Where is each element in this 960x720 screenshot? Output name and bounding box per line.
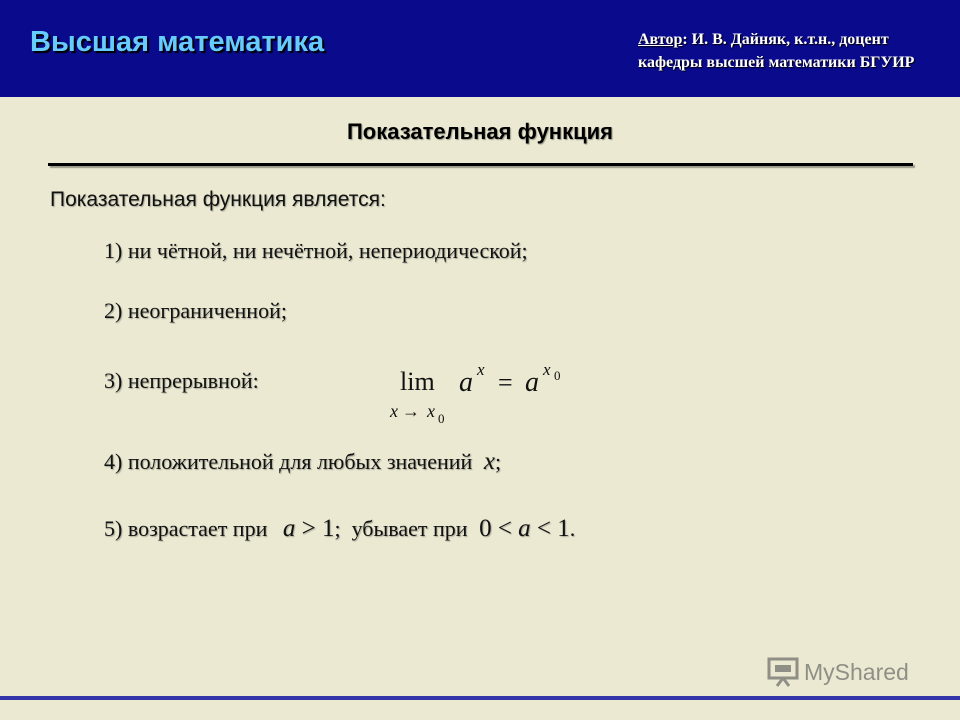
author-line-2: кафедры высшей математики БГУИР (638, 54, 915, 71)
formula-under-x: x (390, 401, 398, 421)
author-label: Автор (638, 31, 683, 48)
course-title: Высшая математика (30, 26, 325, 58)
formula-lim: lim (400, 367, 435, 396)
property-item-4-tail: ; (494, 449, 502, 474)
author-line-1 (638, 28, 914, 51)
slide-title: Показательная функция (346, 119, 613, 144)
property-item-4-var: x (483, 448, 495, 475)
formula-under-sub: 0 (438, 411, 445, 426)
formula-exponent: x (477, 360, 485, 379)
intro-text: Показательная функция является: (50, 188, 386, 211)
formula-rhs-base: a (525, 367, 539, 398)
slide-header (0, 0, 960, 97)
condition-decrease-right: < 1 (530, 515, 570, 542)
formula-equals: = (498, 368, 513, 397)
author-name: : И. В. Дайняк, к.т.н., доцент (682, 31, 889, 48)
formula-rhs-exp-sub: 0 (554, 368, 561, 383)
condition-decrease-left: 0 < (479, 515, 519, 542)
formula-under-x0: x (427, 401, 435, 421)
property-item-1: 1) ни чётной, ни нечётной, непериодической; (104, 238, 528, 263)
property-item-5-end: . (569, 516, 576, 541)
property-item-2: 2) неограниченной; (104, 298, 287, 323)
watermark-text: MyShared (804, 658, 909, 685)
author-info (638, 28, 914, 74)
condition-increase-var: a (282, 515, 296, 542)
watermark (766, 656, 909, 688)
presentation-icon (766, 656, 800, 688)
property-item-4 (104, 448, 501, 476)
formula-under-arrow: → (402, 401, 420, 421)
property-item-4-text: 4) положительной для любых значений (104, 449, 473, 474)
bottom-divider (0, 696, 960, 700)
property-item-5-prefix: 5) возрастает при (104, 516, 268, 541)
title-divider (48, 163, 913, 166)
condition-decrease-var: a (518, 515, 531, 542)
property-item-5 (104, 515, 575, 543)
formula-rhs-exp-x: x (543, 360, 551, 379)
limit-formula (388, 360, 588, 430)
property-item-3: 3) непрерывной: (104, 368, 259, 393)
formula-base: a (459, 367, 473, 398)
condition-increase-rest: > 1 (295, 515, 335, 542)
property-item-5-mid: ; убывает при (334, 516, 468, 541)
